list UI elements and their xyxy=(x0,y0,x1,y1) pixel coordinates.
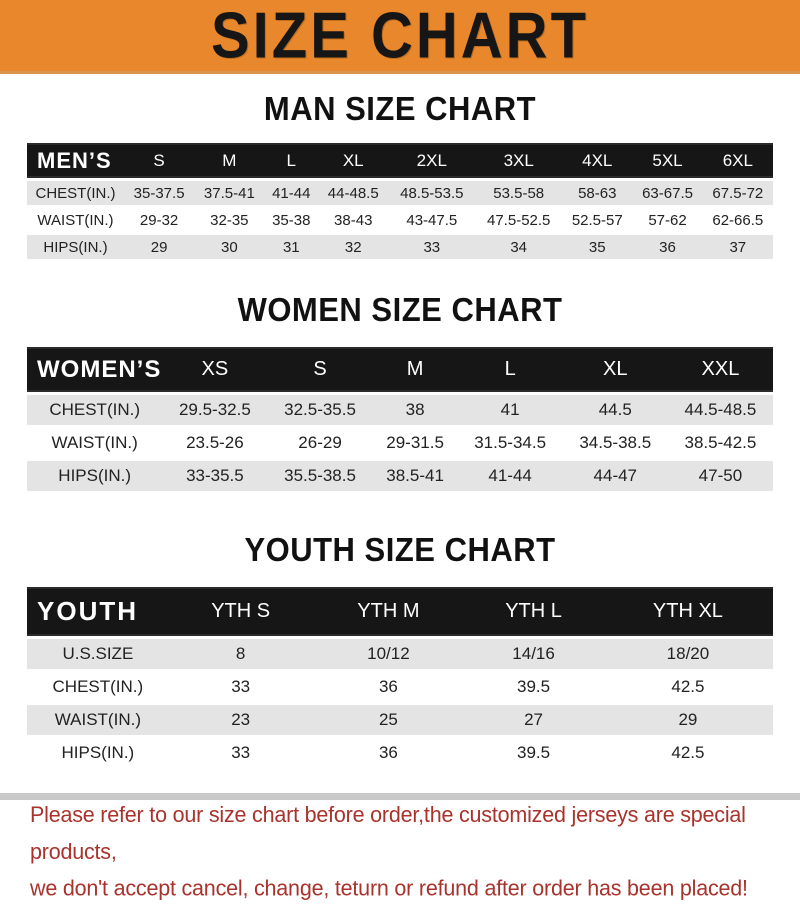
men-column-header-5: 2XL xyxy=(388,143,475,178)
women-cell: 38.5-42.5 xyxy=(668,428,773,458)
youth-band-label: YOUTH xyxy=(27,587,169,636)
size-chart-banner xyxy=(0,0,800,74)
youth-column-header-1: YTH S xyxy=(169,587,313,636)
youth-cell: 39.5 xyxy=(464,738,603,768)
women-section-heading: WOMEN SIZE CHART xyxy=(0,291,800,330)
women-column-header-3: M xyxy=(373,347,458,392)
youth-cell: 36 xyxy=(313,672,465,702)
men-cell: 37 xyxy=(703,235,773,259)
women-cell: 44-47 xyxy=(563,461,668,491)
men-cell: 33 xyxy=(388,235,475,259)
women-cell: 23.5-26 xyxy=(162,428,267,458)
women-cell: 32.5-35.5 xyxy=(267,395,372,425)
men-size-table-wrap xyxy=(27,140,773,262)
men-row-label: CHEST(IN.) xyxy=(27,181,124,205)
women-cell: 34.5-38.5 xyxy=(563,428,668,458)
women-cell: 29.5-32.5 xyxy=(162,395,267,425)
women-cell: 26-29 xyxy=(267,428,372,458)
women-row-label: WAIST(IN.) xyxy=(27,428,162,458)
men-cell: 48.5-53.5 xyxy=(388,181,475,205)
men-cell: 41-44 xyxy=(264,181,318,205)
youth-section-heading: YOUTH SIZE CHART xyxy=(0,531,800,570)
women-cell: 29-31.5 xyxy=(373,428,458,458)
youth-cell: 36 xyxy=(313,738,465,768)
women-cell: 38.5-41 xyxy=(373,461,458,491)
youth-cell: 14/16 xyxy=(464,639,603,669)
youth-cell: 29 xyxy=(603,705,773,735)
women-table-row xyxy=(27,395,773,425)
disclaimer-line-2: we don't accept cancel, change, teturn or refund after order has been placed! xyxy=(30,871,772,907)
men-cell: 35-38 xyxy=(264,208,318,232)
youth-cell: 25 xyxy=(313,705,465,735)
men-row-label: HIPS(IN.) xyxy=(27,235,124,259)
youth-cell: 33 xyxy=(169,738,313,768)
women-row-label: CHEST(IN.) xyxy=(27,395,162,425)
men-cell: 38-43 xyxy=(318,208,388,232)
men-cell: 35-37.5 xyxy=(124,181,194,205)
men-column-header-9: 6XL xyxy=(703,143,773,178)
women-row-label: HIPS(IN.) xyxy=(27,461,162,491)
women-column-header-4: L xyxy=(458,347,563,392)
men-cell: 47.5-52.5 xyxy=(475,208,562,232)
men-table-row xyxy=(27,208,773,232)
men-section-heading: MAN SIZE CHART xyxy=(0,90,800,129)
men-size-table xyxy=(27,140,773,262)
women-cell: 33-35.5 xyxy=(162,461,267,491)
youth-row-label: WAIST(IN.) xyxy=(27,705,169,735)
men-cell: 34 xyxy=(475,235,562,259)
men-band-label: MEN’S xyxy=(27,143,124,178)
men-cell: 43-47.5 xyxy=(388,208,475,232)
youth-row-label: U.S.SIZE xyxy=(27,639,169,669)
women-column-header-5: XL xyxy=(563,347,668,392)
youth-table-row xyxy=(27,672,773,702)
men-cell: 35 xyxy=(562,235,632,259)
men-cell: 36 xyxy=(632,235,702,259)
men-table-row xyxy=(27,235,773,259)
youth-cell: 42.5 xyxy=(603,738,773,768)
men-cell: 31 xyxy=(264,235,318,259)
youth-cell: 42.5 xyxy=(603,672,773,702)
disclaimer-note xyxy=(30,797,772,907)
men-cell: 53.5-58 xyxy=(475,181,562,205)
men-cell: 29 xyxy=(124,235,194,259)
youth-cell: 23 xyxy=(169,705,313,735)
women-table-row xyxy=(27,428,773,458)
youth-cell: 8 xyxy=(169,639,313,669)
women-cell: 44.5 xyxy=(563,395,668,425)
women-cell: 44.5-48.5 xyxy=(668,395,773,425)
men-column-header-3: L xyxy=(264,143,318,178)
youth-column-header-2: YTH M xyxy=(313,587,465,636)
youth-cell: 39.5 xyxy=(464,672,603,702)
bottom-divider xyxy=(0,793,800,800)
disclaimer-line-1: Please refer to our size chart before order,the customized jerseys are special products, xyxy=(30,797,772,871)
youth-size-table-wrap xyxy=(27,584,773,771)
women-table-row xyxy=(27,461,773,491)
men-column-header-6: 3XL xyxy=(475,143,562,178)
men-row-label: WAIST(IN.) xyxy=(27,208,124,232)
women-column-header-2: S xyxy=(267,347,372,392)
youth-table-row xyxy=(27,639,773,669)
women-cell: 47-50 xyxy=(668,461,773,491)
women-cell: 41 xyxy=(458,395,563,425)
youth-column-header-3: YTH L xyxy=(464,587,603,636)
men-cell: 44-48.5 xyxy=(318,181,388,205)
men-cell: 37.5-41 xyxy=(194,181,264,205)
men-cell: 32 xyxy=(318,235,388,259)
women-cell: 41-44 xyxy=(458,461,563,491)
women-cell: 38 xyxy=(373,395,458,425)
youth-size-table xyxy=(27,584,773,771)
women-band-label: WOMEN’S xyxy=(27,347,162,392)
men-cell: 63-67.5 xyxy=(632,181,702,205)
men-table-row xyxy=(27,181,773,205)
women-column-header-6: XXL xyxy=(668,347,773,392)
women-size-table-wrap xyxy=(27,344,773,494)
men-column-header-7: 4XL xyxy=(562,143,632,178)
youth-column-header-4: YTH XL xyxy=(603,587,773,636)
women-header-row xyxy=(27,347,773,392)
men-column-header-4: XL xyxy=(318,143,388,178)
men-column-header-8: 5XL xyxy=(632,143,702,178)
men-cell: 67.5-72 xyxy=(703,181,773,205)
men-cell: 52.5-57 xyxy=(562,208,632,232)
youth-row-label: CHEST(IN.) xyxy=(27,672,169,702)
men-cell: 62-66.5 xyxy=(703,208,773,232)
youth-header-row xyxy=(27,587,773,636)
men-cell: 57-62 xyxy=(632,208,702,232)
page-title: SIZE CHART xyxy=(211,0,589,73)
youth-cell: 10/12 xyxy=(313,639,465,669)
men-column-header-2: M xyxy=(194,143,264,178)
men-column-header-1: S xyxy=(124,143,194,178)
youth-table-row xyxy=(27,738,773,768)
men-cell: 32-35 xyxy=(194,208,264,232)
men-cell: 58-63 xyxy=(562,181,632,205)
youth-cell: 33 xyxy=(169,672,313,702)
men-header-row xyxy=(27,143,773,178)
women-cell: 35.5-38.5 xyxy=(267,461,372,491)
youth-cell: 18/20 xyxy=(603,639,773,669)
youth-cell: 27 xyxy=(464,705,603,735)
youth-row-label: HIPS(IN.) xyxy=(27,738,169,768)
women-cell: 31.5-34.5 xyxy=(458,428,563,458)
women-column-header-1: XS xyxy=(162,347,267,392)
men-cell: 30 xyxy=(194,235,264,259)
women-size-table xyxy=(27,344,773,494)
men-cell: 29-32 xyxy=(124,208,194,232)
youth-table-row xyxy=(27,705,773,735)
